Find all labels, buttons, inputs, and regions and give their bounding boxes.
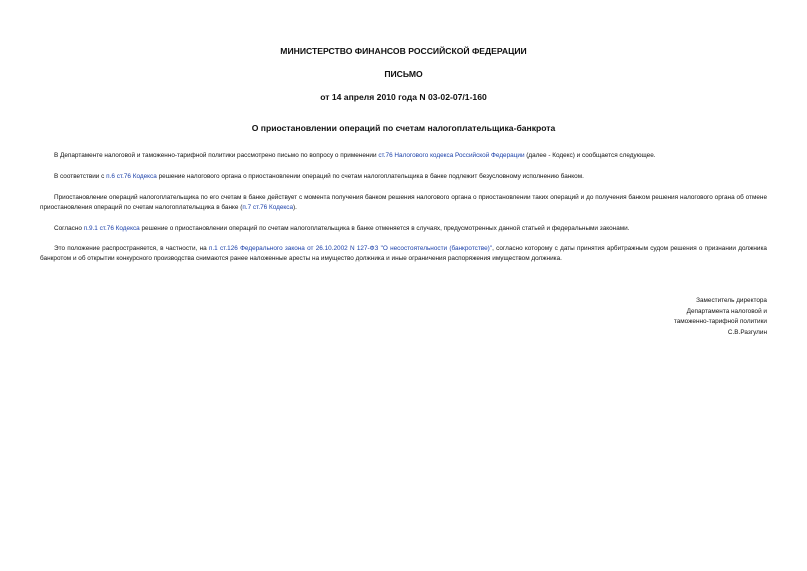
- paragraph-text: В соответствии с: [54, 173, 107, 180]
- paragraph-5: [40, 244, 767, 263]
- link-clause-7-article-76[interactable]: п.7 ст.76 Кодекса: [242, 203, 294, 211]
- link-bankruptcy-law-article-126[interactable]: п.1 ст.126 Федерального закона от 26.10.2002 N 127-ФЗ "О несостоятельности (банкротстве)": [208, 245, 493, 252]
- paragraph-text: решение о приостановлении операций по счетам налогоплательщика в банке отменяется в случаях, предусмотренных данной статьей и федеральными законами.: [139, 225, 630, 232]
- paragraph-text: Это положение распространяется, в частности, на: [54, 245, 209, 252]
- paragraph-text: Приостановление операций налогоплательщика по его счетам в банке действует с момента получения банком решения налогового органа о приостановлении таких операций и до получения банком решения налогового органа об отмене приостановления операций по счетам налогоплательщика в банке (: [40, 194, 767, 211]
- link-article-76-tax-code[interactable]: ст.76 Налогового кодекса Российской Федерации: [378, 152, 525, 159]
- paragraph-text: ).: [293, 203, 297, 211]
- paragraph-text: (далее - Кодекс) и сообщается следующее.: [524, 152, 656, 159]
- signatory-name: С.В.Разгулин: [727, 328, 767, 336]
- signature-position-line-3: таможенно-тарифной политики: [673, 318, 767, 325]
- signature-position-line-1: Заместитель директора: [696, 297, 767, 304]
- document-type: ПИСЬМО: [384, 69, 423, 79]
- ministry-title: МИНИСТЕРСТВО ФИНАНСОВ РОССИЙСКОЙ ФЕДЕРАЦИИ: [280, 46, 527, 56]
- paragraph-3: [40, 193, 767, 212]
- signature-position-line-2: Департамента налоговой и: [686, 307, 767, 315]
- paragraph-text: , согласно которому с даты принятия арбитражным судом решения о признании должника банкротом и об открытии конкурсного производства снимаются ранее наложенные аресты на имущество должника и иные ограничения распоряжения имуществом должника.: [40, 245, 767, 262]
- paragraph-text: Согласно: [54, 225, 84, 232]
- link-clause-6-article-76[interactable]: п.6 ст.76 Кодекса: [106, 173, 157, 180]
- paragraph-2: [40, 172, 767, 182]
- signature-block: [567, 296, 767, 338]
- link-clause-9-1-article-76[interactable]: п.9.1 ст.76 Кодекса: [83, 225, 140, 232]
- paragraph-text: В Департаменте налоговой и таможенно-тарифной политики рассмотрено письмо по вопросу о применении: [54, 152, 379, 159]
- document-date-number: от 14 апреля 2010 года N 03-02-07/1-160: [320, 92, 487, 102]
- paragraph-4: [40, 224, 767, 234]
- paragraph-1: [40, 151, 767, 161]
- document-subject: О приостановлении операций по счетам налогоплательщика-банкрота: [251, 123, 556, 133]
- paragraph-text: решение налогового органа о приостановлении операций по счетам налогоплательщика в банке подлежит безусловному исполнению банком.: [156, 173, 584, 180]
